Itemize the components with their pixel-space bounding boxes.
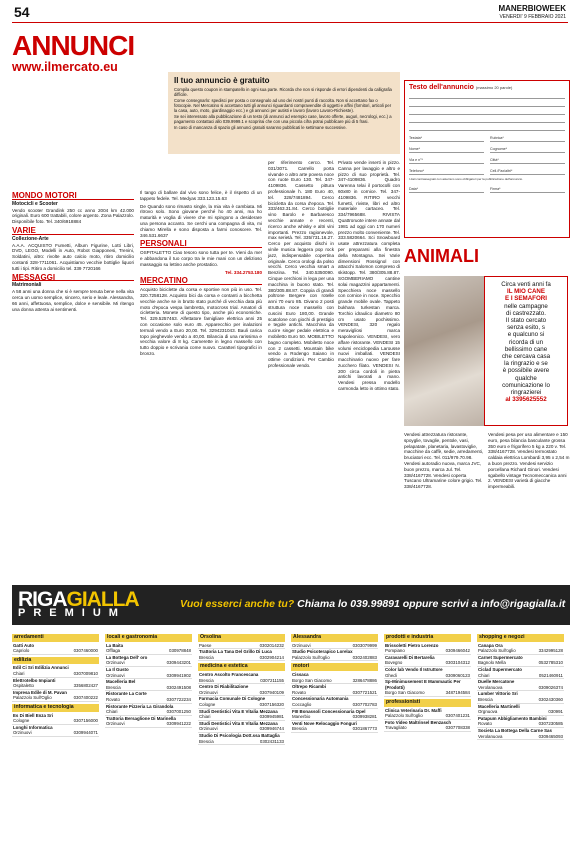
coupon-note: I dati contrassegnati con asterisco sono obbligatori per la pubblicazione dell'annuncio. [409, 177, 523, 181]
ad-line: senza esito, s [507, 324, 545, 332]
free-ad-paragraph: In caso di mancanza di spazio gli annunci gratuiti saranno pubblicati le settimane successive. [174, 125, 347, 130]
classified-text: OSPITALETTO Ciao tesoro sono tutta per te. Vieni da me! e abbandona il tuo corpo tra le mie mani con un delizioso massaggio su lettino anche prostatico. [140, 250, 262, 267]
entry-name: La Baita [106, 642, 124, 648]
section-sub: Motocicli e Scooter [12, 200, 58, 207]
entry-location: Palazzolo Sull'oglio 3342995128 [478, 648, 563, 654]
entry-phone: 3487194584 [445, 690, 470, 696]
entry-phone: 0307211155 [260, 677, 284, 683]
directory-entry[interactable] [477, 667, 564, 679]
field-firma[interactable]: Firma* [490, 187, 565, 193]
entry-location: Orzinuovi 0309946744 [199, 726, 284, 732]
free-ad-paragraph: Se sei interessato alla pubblicazione di un testo (di annunci ad esempio case, lavoro offerte, auguri, necrologi, ecc.) a pagamento contattaci allo 039.9999.1 e scoprirai che con una piccola cifra potrai pubblicare più di 5 frasi. [174, 114, 392, 124]
classified-text: Acquisto biciclette da corsa e sportive non più in uso. Tel. 320.7258128. Acquisto bici da corsa e contanti a bicchetta vecchie anche se in brutto stato purché di vecchia data più moto d'epoca vespa lambretta, motocross trial. Amatori di cicletteria. Monete di questo tipo, anche più economiche. Tel. 329.5257463. Alfettatore famigliare elettrica anni 25 con occasione solo euro 45. Apparecchio per inalazioni termali vendo a Euro 20,00. Tel. 3294231043. Bauli carica topo pieghevole vendo a 40,00. Bilancia di una rarissima e vecchia valore di 8 kg. Camerette in legno massello con tutto doppio e scrivania come nuovo. Caratteri tipografici in bronzo. [140, 287, 262, 356]
directory-entry[interactable] [384, 720, 471, 732]
directory-column [12, 632, 99, 737]
ad-line: IL MIO CANE [506, 288, 546, 296]
section-head: MESSAGGI [12, 275, 134, 282]
directory-entry[interactable] [291, 721, 378, 733]
directory-entry[interactable] [12, 725, 99, 737]
directory-entry[interactable] [105, 704, 192, 716]
entry-location: Brescia 0302491508 [106, 684, 191, 690]
directory-entry[interactable] [477, 655, 564, 667]
directory-entry[interactable] [105, 691, 192, 703]
directory-entry[interactable] [477, 728, 564, 740]
section-head: MONDO MOTORI [12, 193, 134, 200]
field-via[interactable]: Via e n°* [409, 158, 484, 164]
ad-line: E I SEMAFORI [505, 295, 547, 303]
directory-category: informatica e tecnologia [12, 704, 99, 712]
directory-entry[interactable] [12, 713, 99, 725]
entry-name: Clinica Veterinaria Dr. Maffi [385, 707, 442, 713]
directory-entry[interactable] [291, 709, 378, 721]
lost-dog-ad [484, 276, 568, 426]
directory-category: prodotti e industria [384, 634, 471, 642]
directory-category: edilizia [12, 657, 99, 665]
ad-line: di castrezzato. [506, 309, 546, 317]
entry-location: Chiari 0307009810 [13, 670, 98, 676]
entry-phone: 0309945981 [259, 714, 284, 720]
entry-location: Bovegno 0303104312 [385, 660, 470, 666]
entry-phone: 3342995128 [538, 648, 563, 654]
entry-phone: 0303104312 [445, 660, 470, 666]
entry-location: Orzinuovi 0309941902 [106, 672, 191, 678]
entry-location: Rovato 0307230585 [478, 721, 563, 727]
entry-name: Edil Ci Sri Edilizia Annunci [13, 665, 69, 671]
section-head: MERCATINO [140, 278, 262, 285]
annunci-title: ANNUNCI [12, 30, 135, 61]
directory-entry[interactable] [291, 643, 378, 650]
directory-category: medicina e estetica [198, 663, 285, 671]
slogan-question: Vuoi esserci anche tu? [180, 598, 295, 610]
directory-entry[interactable] [384, 643, 471, 655]
ad-line: è possibile avere [502, 367, 550, 375]
entry-location: Borgo San Giacomo 3487194584 [385, 690, 470, 696]
entry-name: Studio Psicoterapico Lorelax [292, 649, 353, 655]
column-1 [12, 190, 134, 314]
entry-name: Cissaca [292, 671, 309, 677]
entry-name: Impresa Edile di M. Pavan [13, 689, 67, 695]
entry-location: Palazzolo Sull'oglio 0307401231 [385, 713, 470, 719]
ad-coupon-form [404, 80, 570, 238]
directory-column [291, 632, 378, 733]
entry-phone: 3286478886 [352, 677, 377, 683]
directory-column [198, 632, 285, 745]
ad-line: la ringrazio e se [504, 360, 548, 368]
entry-name: Brissoletti Pietro Lorenzo [385, 642, 439, 648]
entry-name: Studi Dentistici Vita E Vitalia Mezzana [199, 720, 278, 726]
entry-phone: 0309938281 [352, 714, 377, 720]
entry-location: Borgo San Giacomo 3286478886 [292, 677, 377, 683]
entry-phone: 0302491508 [166, 684, 191, 690]
directory-entry[interactable] [477, 704, 564, 716]
entry-name: Ciclad Supermercato [478, 666, 522, 672]
entry-location: Brescia 0302430360 [478, 696, 563, 702]
entry-phone: 3356802427 [73, 683, 98, 689]
directory-category: locali e gastronomia [105, 634, 192, 642]
brand-name: MANERBIOWEEK [498, 4, 566, 13]
directory-entry[interactable] [384, 708, 471, 720]
header-rule [12, 22, 568, 23]
free-ad-info-box [168, 72, 400, 154]
entry-phone: 0307702783 [352, 701, 377, 707]
classified-text: De Quando sono rimasto single, la mia vita è cambiata. Mi ritrovo solo. Sono giovane perché ho 40 anni, ma ho maturità e voglia di vivere che mi spingono a desiderare una persona accanto. Se cerchi una compagna di vita, mi chiamo Mirella e sono disposta a farmi conoscere. Tel. 346.531.6637 [140, 203, 262, 238]
field-nome[interactable]: Nome* [409, 147, 484, 153]
entry-location: Pompiano 0309466042 [385, 648, 470, 654]
annunci-masthead [12, 30, 160, 186]
entry-phone: 0307721521 [352, 689, 377, 695]
entry-location: Verolanuova 0309026374 [478, 684, 563, 690]
classified-text: Privato vende inserti in pizzo. Canna per lavaggio e altro e pizzo di suo proprietà. Tel. 347-4109836. Quadro Varenna telai il portocolli con 60x80 in cornice. Tel. 347-4109836. RITIRO vecchi fumetti, riviste, libri ed altro materiale cartaceo. Tel. 334/7965688. RIVISTA Quattroruote intere annate dal 1981 ad oggi con 170 numeri prezzo molto conveniente. Tel. 333.5820664. Sci Snowboard usate attrezzatura completa per prepararsi alla finestra della Montagna. Sei Varie dimensioni Rossignol con attacchi Salomon compreso di skistopp. Tel. 380/305.88.87. SGOMBERIAMO cantine solai magazzini appartamenti. Specchiera noce massello con cornice in noce. Specchio grande mobile ovale. Tappeto bukhara turkestan marca. Torchio idraulico diametro 80 cm usato pochissimo. VENDESI, 320 regalo meravigliosi marca Napoleonico. VENDESI, vero affare ristorante. VENDESI 15 volumi enciclopedia Larousse nuovi imballati. VENDESI macchinario nuovo per fare zucchero filato. VENDESI N. 200 circa cordoli in pietra antichi lavorati a mano. Vendesi pressa modello carmonda letto in ottimo stato. [338, 160, 400, 392]
entry-location: Orzinuovi 0309944071 [13, 730, 98, 736]
directory-entry[interactable] [198, 709, 285, 721]
directory-category: professionisti [384, 699, 471, 707]
field-testata[interactable]: Testata* [409, 136, 484, 142]
entry-name: La Bottega Dell' oro [106, 654, 148, 660]
entry-name: Canapa Ora [478, 642, 503, 648]
classified-text: per riferimento cerco. Tel. 031/3071. Carrello porta vivande o altro arte povera noce con ruote Euro 130. Tel. 347-4109836. Cassetto pittura professionale h. 180 Euro 40, tel. 328/7481894. Cerco bicicletta da corsa d'epoca. Tel. 333/463.31.84. Cerco bottiglie vino Barolo e Barbaresco vecchie annate e recenti, ricerco anche whisky e altri vini importanti. Prezzo ragionevole, max serietà. Tel. 335/731.16.27. Cerco per acquisto dischi in vinile musica leggera pop rock jazz, indispensabile copertina originale. Cerco orologi da polso vecchi. Cerco vecchia smart a Benzina. Tel. 340.5350090. Cinque cerchioni in lega per una macchina in buono stato. Tel. 380/305.88.87. Coppia di grandi poltrone Bergere con rotelle anni 70 euro 85. Divano 2 posti struttura noce massello con cuscini Euro 180,00. Grande scatolone con giochi di prestigio e tegole antichi. Macchina da cucire singer pedale elettrica e mobiletto Euro 50. MOBILETTO bagno completo. Mobiletto noce con 2 cassetti. Mountain bike vendo a Rodengo Saiano in ottime condizioni. Per Cambio professionale vendo. [268, 160, 334, 368]
entry-location: Orgnuova 030991 [478, 709, 563, 715]
classified-text: Vendo scooter Grandink 250 cc anno 2004 km 42.000 originali. Euro 600 trattabili, colore argento. Zona Palazzolo. Disponibile foto. Tel. 340/6918884 [12, 207, 134, 225]
entry-phone: 0307722234 [166, 696, 191, 702]
coupon-hint: (massimo 20 parole) [475, 85, 513, 90]
entry-location: Ospitaletto 3356802427 [13, 683, 98, 689]
entry-location: Chiari 0521460911 [478, 672, 563, 678]
entry-location: Paese 0302014232 [199, 642, 284, 648]
entry-name: Carnet Supermercato [478, 654, 523, 660]
entry-name: Concessionaria Automania [292, 696, 349, 702]
directory-entry[interactable] [198, 643, 285, 650]
directory-entry[interactable] [105, 655, 192, 667]
page-number: 54 [14, 4, 30, 20]
entry-name: Es Di Biell Enza Sri [13, 712, 54, 718]
entry-location: Cologne 0307156000 [13, 718, 98, 724]
entry-phone: 0307156000 [73, 718, 98, 724]
entry-phone: 0307460000 [73, 648, 98, 654]
entry-phone: 0302402883 [352, 654, 377, 660]
personal-phone: Tel. 334.2753.180 [225, 269, 262, 275]
entry-phone: 0302431133 [259, 738, 284, 744]
classified-text: A.A.A. ACQUISTO Fumetti, Album Figurine, Lotti Libri, DVD, LEGO, Modelli in Auto, Robot Giapponesi, Trenini, Soldatini, altro: rivolte auto calcio moto, ritiro domicilio contanti 328-7711061. Acquistiamo vecchie bottiglie liquori tutti i tipi. Ritiro a domicilio tel. 339 7720166 [12, 242, 134, 271]
ad-line: comunicazione lo [502, 381, 550, 389]
directory-entry[interactable] [198, 649, 285, 661]
entry-location: Brescia 0307211155 [199, 677, 284, 683]
entry-name: Centro Ascolto Francescana [199, 671, 259, 677]
field-data[interactable]: Data* [409, 187, 484, 193]
directory-entry[interactable] [384, 655, 471, 667]
entry-name: Longhi Informatica [13, 724, 53, 730]
section-sub: Collezione-Arte [12, 235, 49, 242]
entry-phone: 0307230585 [538, 721, 563, 727]
entry-name: Duelle Mercatone [478, 679, 515, 685]
free-ad-paragraph: Come consegnarlo: spedisci per posta o consegnalo ad uno dei nostri punti di raccolta. Non si accettano fax o fotocopie. Nel Mercatino si accettano tutti gli annunci riguardanti compravendite di oggetti e affini (fornitori, articoli per la casa, auto, moto, giardinaggio ecc.) e gli annunci per autisti e lavoro (lavoro Lavoro-Richieste). [174, 98, 392, 113]
entry-phone: 0309443201 [166, 660, 191, 666]
premium-label: PREMIUM [18, 607, 126, 619]
entry-location: Palazzolo Sull'oglio 0302402883 [292, 654, 377, 660]
entry-phone: 0303079999 [352, 642, 377, 648]
directory-entry[interactable] [291, 696, 378, 708]
entry-name: Studi Dentistici Vita E Vitalia Mezzana [199, 708, 278, 714]
directory-entry[interactable] [291, 684, 378, 696]
entry-phone: 0307009810 [73, 670, 98, 676]
entry-name: La Il Gusto [106, 666, 129, 672]
classified-text: A 58 anni una donna che si è sempre tenuta bene nella vita cerca un uomo semplice, sincero, serio e leale. Alessandra, 66 anni, affettuosa, semplice, dolce e sensibile. Mi ritengo una donna attenta ai sentimenti. [12, 289, 134, 312]
entry-phone: 0309946744 [259, 726, 284, 732]
entry-location: Travagliato 0307708338 [385, 725, 470, 731]
entry-phone: 0309944071 [73, 730, 98, 736]
entry-location: Orzinuovi 0309443201 [106, 660, 191, 666]
column-3 [268, 160, 334, 371]
directory-category: arredamenti [12, 634, 99, 642]
directory-column [384, 632, 471, 732]
directory-category: shopping e negozi [477, 634, 564, 642]
entry-location: Orzinuovi 0309941222 [106, 721, 191, 727]
entry-phone: 0309941222 [166, 721, 191, 727]
entry-name: Foto Video Maltrinsel Benzasch [385, 719, 452, 725]
field-telefono[interactable]: Telefono* [409, 169, 484, 175]
ad-line: bellissimo cane [504, 345, 548, 353]
ad-line: ringrazierei [510, 389, 542, 397]
field-rubrica[interactable]: Rubrica* [490, 136, 565, 142]
entry-location: Ghedi 0309060123 [385, 672, 470, 678]
dog-photo [404, 276, 484, 426]
entry-name: Venti Nove Relocaggio Fonguri [292, 720, 357, 726]
section-head: PERSONALI [140, 241, 262, 248]
slogan-contact: Chiama lo 039.99891 oppure scrivi a info@rigagialla.it [297, 598, 566, 610]
directory-category: motori [291, 663, 378, 671]
column-4 [338, 160, 400, 394]
entry-name: Ristorante Pizzeria La Girandola [106, 703, 174, 709]
directory-column [105, 632, 192, 728]
annunci-url[interactable]: www.ilmercato.eu [12, 60, 118, 74]
rigagialla-slogan [180, 598, 565, 610]
entry-location: Orzinuovi 0303079999 [292, 642, 377, 648]
entry-phone: 0307156320 [259, 701, 284, 707]
directory-category: Orsolina [198, 634, 285, 642]
animali-title: ANIMALI [404, 246, 479, 266]
directory-entry[interactable] [477, 716, 564, 728]
directory-category: Alessandra [291, 634, 378, 642]
entry-name: Patapum Abbigliamento Bambini [478, 715, 547, 721]
coupon-title-text: Testo dell'annuncio [409, 84, 474, 91]
directory-entry[interactable] [198, 672, 285, 684]
entry-name: Trattoria La Tana Del Grillo Di Luca [199, 649, 272, 655]
ad-line: Circa venti anni fa [501, 281, 551, 288]
directory-entry[interactable] [198, 721, 285, 733]
entry-name: Color lab Vendo Il Istruttore [385, 666, 443, 672]
entry-location: Offlaga 030978848 [106, 648, 191, 654]
entry-phone: 0302430360 [538, 696, 563, 702]
entry-location: Manerbio 0309938281 [292, 714, 377, 720]
directory-column [477, 632, 564, 740]
directory-entry[interactable] [12, 665, 99, 677]
entry-phone: 030978848 [169, 648, 191, 654]
entry-name: Lumber Vittorio Sri [478, 691, 518, 697]
directory-entry[interactable] [291, 649, 378, 661]
directory-entry[interactable] [384, 679, 471, 697]
entry-name: Gatti Auto [13, 642, 35, 648]
field-citta[interactable]: Città* [490, 158, 565, 164]
ad-line: Il stato cercato [505, 317, 547, 325]
entry-location: Capriolo 0307460000 [13, 648, 98, 654]
directory-entry[interactable] [477, 691, 564, 703]
entry-phone: 0309941902 [166, 672, 191, 678]
coupon-title [409, 84, 565, 91]
entry-location: Verolanuova 0309465093 [478, 733, 563, 739]
issue-date: VENERDI' 9 FEBBRAIO 2021 [499, 14, 566, 20]
directory-entry[interactable] [105, 643, 192, 655]
entry-phone: 0532785310 [538, 660, 563, 666]
entry-location: Chiari 0307001250 [106, 709, 191, 715]
entry-location: Chiari 0309945981 [199, 714, 284, 720]
entry-phone: 0302904214 [259, 654, 284, 660]
directory-entry[interactable] [198, 733, 285, 745]
entry-phone: 0307400222 [73, 695, 98, 701]
entry-name: Ristorante La Corte [106, 691, 147, 697]
directory-entry[interactable] [198, 696, 285, 708]
directory-entry[interactable] [12, 690, 99, 702]
ad-line: ricorda di un [508, 338, 544, 346]
directory-entry[interactable] [477, 679, 564, 691]
directory-entry[interactable] [198, 684, 285, 696]
ad-phone: al 3395625552 [505, 396, 547, 404]
directory-entry[interactable] [12, 643, 99, 655]
entry-name: FIII Bonassoli Concessionaria Opel [292, 708, 366, 714]
entry-location: Brescia 0301867773 [292, 726, 377, 732]
directory-entry[interactable] [291, 672, 378, 684]
entry-location: Rovato 0307722234 [106, 696, 191, 702]
directory-entry[interactable] [477, 643, 564, 655]
entry-name: Oltrepo Ricambi [292, 684, 326, 690]
entry-name: Macelleria Bel [106, 679, 136, 685]
coupon-text-lines[interactable] [409, 92, 565, 131]
ad-line: che cercava casa [501, 353, 551, 361]
entry-name: Macelleria Martinelli [478, 703, 520, 709]
directory-entry[interactable] [105, 716, 192, 728]
directory-entry[interactable] [12, 678, 99, 690]
free-ad-title: Il tuo annuncio è gratuito [174, 76, 270, 85]
entry-phone: 0301867773 [352, 726, 377, 732]
directory-entry[interactable] [105, 667, 192, 679]
entry-location: Brescia 0302431133 [199, 738, 284, 744]
entry-phone: 0309060123 [445, 672, 470, 678]
entry-name: Centro Di Riabilitazione [199, 684, 249, 690]
entry-name: Societa La Bottega Della Carne Sas [478, 727, 552, 733]
entry-phone: 030991 [548, 709, 563, 715]
entry-name: Caravarelli Di Bertarelia [385, 654, 435, 660]
entry-phone: 0307708338 [445, 725, 470, 731]
free-ad-paragraph: Compila questo coupon in stampatello in ogni sua parte. Ricorda che non si risponde di errori dipendenti da calligrafia difficile. [174, 87, 392, 97]
entry-phone: 0307001250 [166, 709, 191, 715]
section-sub: Matrimoniali [12, 282, 42, 289]
logo-part: RIGA [18, 588, 67, 611]
ad-line: qualche [515, 374, 537, 382]
section-head: VARIE [12, 228, 134, 235]
classified-text: Il tango di ballare dal vivo sono felice, è il rispetto di un tappeto fedele. Tel. Medyas 333.123.15.63 [140, 190, 262, 201]
entry-phone: 0307940109 [259, 689, 284, 695]
field-cognome[interactable]: Cognome* [490, 147, 565, 153]
entry-phone: 0521460911 [538, 672, 563, 678]
directory-entry[interactable] [105, 679, 192, 691]
entry-location: Rovato 0307721521 [292, 689, 377, 695]
entry-location: Bagnolo Mella 0532785310 [478, 660, 563, 666]
entry-location: Orzinuovi 0307940109 [199, 689, 284, 695]
entry-phone: 0307401231 [445, 713, 470, 719]
entry-name: Studio Di Psicologia Dott.ssa Battaglia [199, 732, 280, 738]
ad-line: nelle campagne [504, 302, 548, 310]
entry-phone: 0302014232 [259, 642, 284, 648]
animali-text-right: Vendesi pesa per uso alimentare e 150 euro, pesa bilancia basculante grossa 350 euro e frigorifero 5 kg a 220 v. Tel. 338/4167728. Vendesi termostato caldaia elettrica Lombardi 3,95 x 2,54 m a buon prezzo. Vendesi servizio porcellana Richard Ginori. Vendesi sgabello vintage Tecnomeccanica anni 2. VENDESI varietà di giacche impermeabili. [488, 432, 570, 490]
logo-part: GIALLA [66, 588, 139, 611]
brand-header [498, 4, 566, 22]
ad-line: e qualcuno si [507, 331, 545, 339]
animali-text-left: Vendesi attrezzatura ristorante, spoyglie, tovaglie, pentole, vasi, pelapatate, planetaria, lavastoviglie, macchine da caffè, sedie, arredamenti, bruciatori ecc. Tel. 011/979.70.98. Vendesi autoradio nuova, marca JVC, buon prezzo, marca Jul. Tel. 338/4167728. Vendesi coperta Tuscano Ultramarine colore grigio. Tel. 338/4167728. [404, 432, 484, 490]
entry-phone: 0309466042 [445, 648, 470, 654]
entry-location: Brescia 0302904214 [199, 654, 284, 660]
entry-name: Elettrotelbo Impianti [13, 677, 56, 683]
directory-entry[interactable] [384, 667, 471, 679]
entry-name: Farmacia Comunale Di Cologne [199, 696, 266, 702]
entry-location: Cologne 0307156320 [199, 701, 284, 707]
entry-location: Coccaglio 0307702783 [292, 701, 377, 707]
entry-name: Sp-Minimusement E Mammautic Per (Prodotti) [385, 679, 461, 690]
entry-phone: 0309465093 [538, 733, 563, 739]
column-2 [140, 190, 262, 359]
entry-phone: 0309026374 [538, 684, 563, 690]
entry-name: Trattoria Bersaglione Di Marinella [106, 715, 176, 721]
field-cell[interactable]: Cell./Fax/altri* [490, 169, 565, 175]
entry-location: Palazzolo Sull'Oglio 0307400222 [13, 695, 98, 701]
